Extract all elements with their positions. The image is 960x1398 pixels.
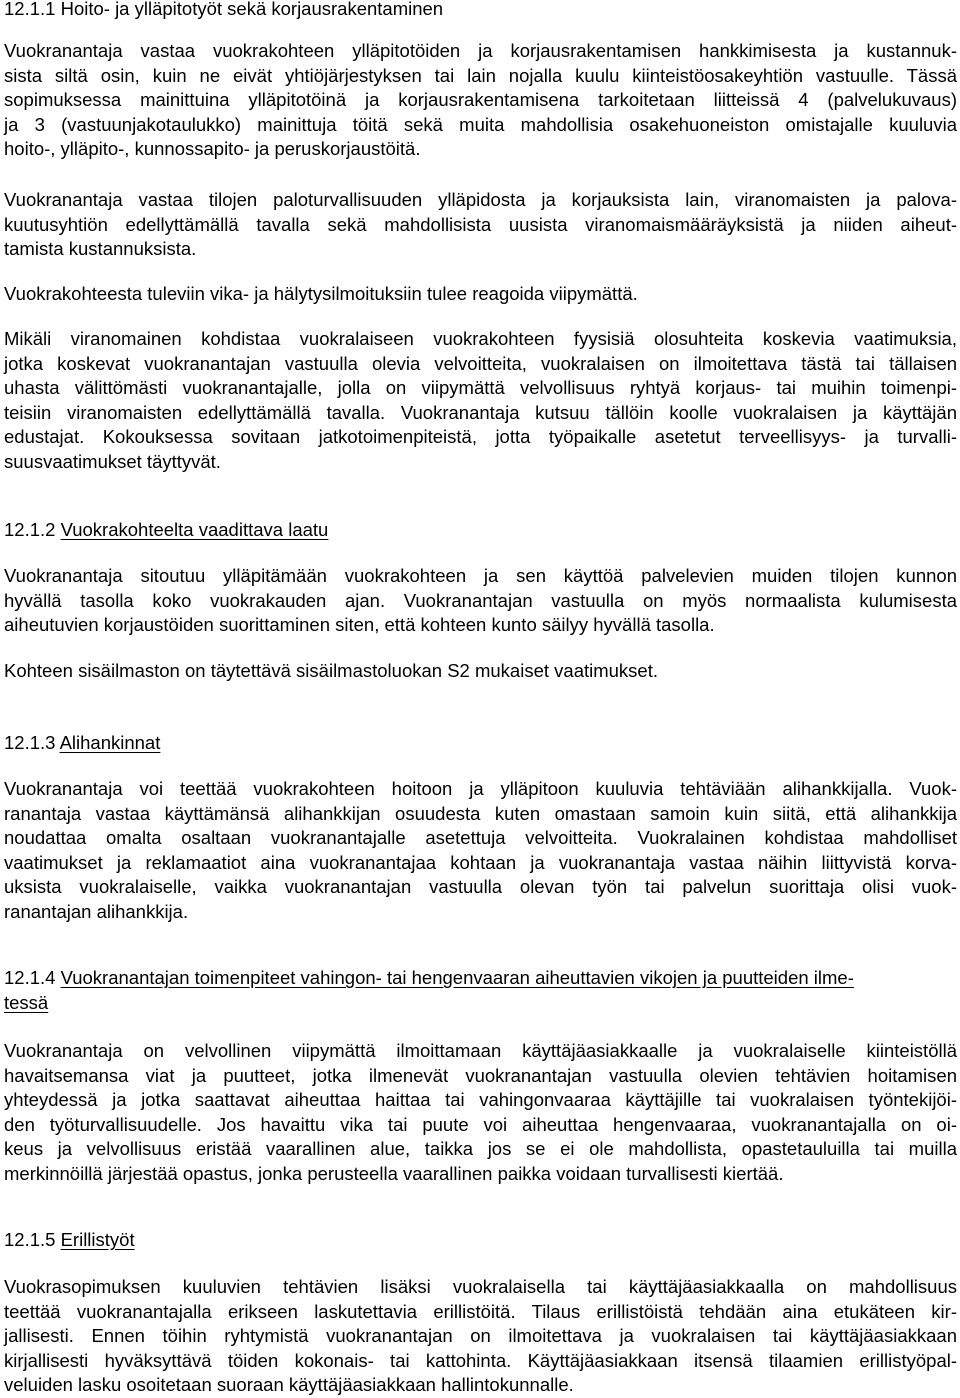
section-heading-12-1-4: [4, 966, 956, 990]
text-line: teettää vuokranantajalla erikseen laskutettavia erillistöitä. Tilaus erillistöistä tehdään aina etukäteen kir-: [4, 1300, 957, 1322]
section-number: 12.1.5: [4, 1229, 56, 1250]
text-line: vaatimukset ja reklamaatiot aina vuokranantajaa kohtaan ja vuokranantaja vastaa näihin liittyvistä korva-: [4, 851, 957, 873]
text-line: jotka koskevat vuokranantajan vastuulla olevia velvoitteita, vuokralaisen on ilmoitettava tästä tai tällaisen: [4, 352, 957, 374]
text-line: yhteydessä ja jotka saattavat aiheuttaa haittaa tai vahingonvaaraa käyttäjille tai vuokralaisen työntekijöi-: [4, 1089, 957, 1110]
paragraph: [4, 282, 957, 307]
text-line: jallisesti. Ennen töihin ryhtymistä vuokranantajan on ilmoitettava ja vuokralaisen tai käyttäjäasiakkaan: [4, 1325, 957, 1346]
paragraph: [4, 1039, 957, 1186]
section-title-continuation: tessä: [4, 992, 49, 1013]
text-line: Vuokranantaja sitoutuu ylläpitämään vuokrakohteen ja sen käyttöä palvelevien muiden tilojen kunnon: [4, 565, 957, 586]
text-line: den työturvallisuudelle. Jos havaittu vika tai puute voi aiheuttaa hengenvaaraa, vuokranantajalla on oi-: [4, 1113, 957, 1135]
section-number: 12.1.1: [4, 0, 56, 19]
section-title: Vuokranantajan toimenpiteet vahingon- tai hengenvaaran aiheuttavien vikojen ja puutteiden ilme-: [60, 967, 854, 988]
text-line: sopimuksessa mainittuina ylläpitotöinä ja korjausrakentamisena tarkoitetaan liitteissä 4 (palvelukuvaus): [4, 89, 957, 110]
text-line: suusvaatimukset täyttyvät.: [4, 450, 221, 472]
text-line: havaitsemansa viat ja puutteet, jotka ilmenevät vuokranantajan vastuulla olevien tehtävien hoitamisen: [4, 1064, 957, 1086]
section-heading-12-1-4-cont: [4, 991, 956, 1015]
section-title: Vuokrakohteelta vaadittava laatu: [60, 519, 329, 540]
text-line: ja 3 (vastuunjakotaulukko) mainittuja töitä sekä muita mahdollisia osakehuoneiston omistajalle kuuluvia: [4, 113, 957, 135]
section-title: Hoito- ja ylläpitotyöt sekä korjausrakentaminen: [60, 0, 444, 19]
paragraph: [4, 39, 957, 162]
text-line: hoito-, ylläpito-, kunnossapito- ja peruskorjaustöitä.: [4, 138, 421, 159]
section-title: Alihankinnat: [59, 732, 161, 753]
text-line: kuutusyhtiön edellyttämällä tavalla sekä mahdollisista uusista viranomaismääräyksistä ja niiden aiheut-: [4, 213, 957, 235]
text-line: teisiin viranomaisten edellyttämällä tavalla. Vuokranantaja kutsuu tällöin koolle vuokralaisen ja käyttäjän: [4, 401, 957, 423]
text-line: merkinnöillä järjestää opastus, jonka perusteella vaarallinen paikka voidaan turvallisesti kiertää.: [4, 1162, 784, 1184]
text-line: aiheutuvien korjaustöiden suorittaminen siten, että kohteen kunto säilyy hyvällä tasolla.: [4, 614, 715, 635]
text-line: Vuokranantaja voi teettää vuokrakohteen hoitoon ja ylläpitoon kuuluvia tehtäviään alihankkijalla. Vuok-: [4, 778, 957, 799]
text-line: uhasta välittömästi vuokranantajalle, jolla on viipymättä velvollisuus ryhtyä korjaus- tai muihin toimenpi-: [4, 377, 957, 398]
section-heading-12-1-2: [4, 518, 956, 542]
paragraph: [4, 1275, 957, 1398]
text-line: Vuokranantaja vastaa tilojen paloturvallisuuden ylläpidosta ja korjauksista lain, viranomaisten ja palova-: [4, 189, 957, 210]
paragraph: [4, 777, 957, 924]
section-number: 12.1.3: [4, 732, 56, 753]
text-line: hyvällä tasolla koko vuokrakauden ajan. Vuokranantajan vastuulla on myös normaalista kulumisesta: [4, 589, 957, 611]
section-heading-12-1-1: [4, 0, 956, 21]
text-line: Kohteen sisäilmaston on täytettävä sisäilmastoluokan S2 mukaiset vaatimukset.: [4, 660, 658, 681]
paragraph: [4, 659, 957, 684]
text-line: Vuokrasopimuksen kuuluvien tehtävien lisäksi vuokralaisella tai käyttäjäasiakkaalla on mahdollisuus: [4, 1276, 957, 1297]
text-line: kirjallisesti hyväksyttävä töiden kokonais- tai kattohinta. Käyttäjäasiakkaan itsensä tilaamien erillistyöpal-: [4, 1349, 957, 1371]
text-line: tamista kustannuksista.: [4, 238, 197, 259]
section-heading-12-1-5: [4, 1228, 956, 1252]
text-line: Vuokranantaja vastaa vuokrakohteen ylläpitotöiden ja korjausrakentamisen hankkimisesta ja kustannuk-: [4, 40, 957, 61]
paragraph: [4, 564, 957, 638]
text-line: Mikäli viranomainen kohdistaa vuokralaiseen vuokrakohteen fyysisiä olosuhteita koskevia vaatimuksia,: [4, 328, 957, 349]
text-line: sista siltä osin, kuin ne eivät yhtiöjärjestyksen tai lain nojalla kuulu kiinteistöosakeyhtiön vastuulle. Tässä: [4, 64, 957, 86]
section-title: Erillistyöt: [60, 1229, 135, 1250]
section-number: 12.1.4: [4, 967, 56, 988]
text-line: ranantajan alihankkija.: [4, 900, 189, 922]
section-heading-12-1-3: [4, 731, 956, 755]
text-line: keus ja velvollisuus eristää vaarallinen alue, taikka jos se ei ole mahdollista, opastetauluilla tai muilla: [4, 1138, 957, 1159]
section-number: 12.1.2: [4, 519, 56, 540]
paragraph: [4, 327, 957, 474]
text-line: uksista vuokralaiselle, vaikka vuokranantajan vastuulla olevan työn tai palvelun suorittaja olisi vuok-: [4, 876, 957, 897]
text-line: ranantaja vastaa käyttämänsä alihankkijan osuudesta kuten omastaan samoin kuin siitä, että alihankkija: [4, 802, 957, 824]
text-line: Vuokranantaja on velvollinen viipymättä ilmoittamaan käyttäjäasiakkaalle ja vuokralaiselle kiinteistöllä: [4, 1040, 957, 1061]
text-line: Vuokrakohteesta tuleviin vika- ja hälytysilmoituksiin tulee reagoida viipymättä.: [4, 283, 638, 304]
paragraph: [4, 188, 957, 262]
text-line: veluiden lasku osoitetaan suoraan käyttäjäasiakkaan hallintokunnalle.: [4, 1374, 574, 1395]
text-line: edustajat. Kokouksessa sovitaan jatkotoimenpiteistä, jotta työpaikalle asetetut terveellisyys- ja turvalli-: [4, 426, 957, 447]
text-line: noudattaa omalta osaltaan vuokranantajalle asetettuja velvoitteita. Vuokralainen kohdistaa mahdolliset: [4, 827, 957, 848]
